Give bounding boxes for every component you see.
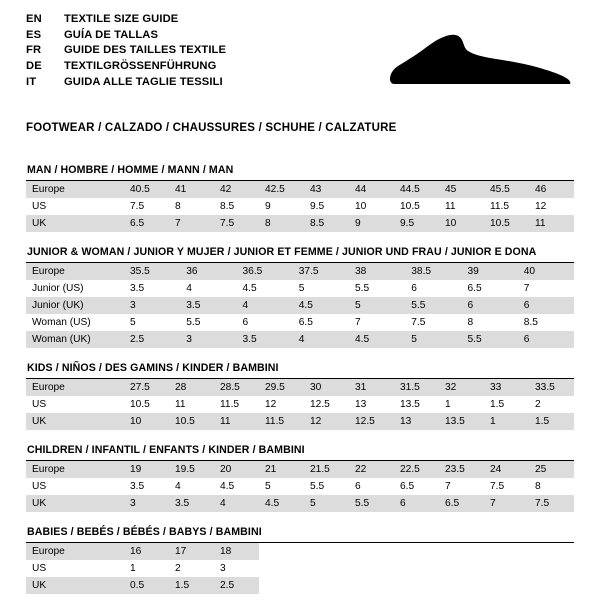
dress-shoe-icon [384, 26, 574, 98]
cell: 18 [214, 543, 259, 560]
cell-empty [259, 543, 304, 560]
language-code: EN [26, 13, 42, 25]
cell: 7.5 [214, 215, 259, 232]
table-row [26, 461, 574, 478]
cell: 7 [523, 283, 530, 294]
table-row [26, 198, 574, 215]
cell: 3 [124, 297, 180, 314]
language-row [26, 77, 226, 93]
cell: 3.5 [237, 331, 293, 348]
table-row [26, 297, 574, 314]
cell: 6 [355, 481, 361, 492]
table-row [26, 543, 574, 560]
cell: 38 [349, 263, 405, 280]
cell: 9 [349, 215, 394, 232]
cell: 3.5 [169, 495, 214, 512]
cell: 40 [518, 263, 574, 280]
cell: 33.5 [529, 379, 574, 396]
language-row [26, 30, 226, 46]
cell: 4.5 [349, 331, 405, 348]
cell: 12 [535, 201, 547, 212]
cell: 7.5 [490, 481, 505, 492]
cell: 32 [439, 379, 484, 396]
cell: 31 [349, 379, 394, 396]
cell: 11.5 [220, 399, 240, 410]
cell: 8.5 [304, 215, 349, 232]
cell: 5.5 [355, 283, 370, 294]
cell: 33 [484, 379, 529, 396]
cell: 19 [124, 461, 169, 478]
cell: 30 [304, 379, 349, 396]
cell: 21.5 [304, 461, 349, 478]
row-label: UK [26, 413, 124, 430]
cell: 28.5 [214, 379, 259, 396]
cell: 35.5 [124, 263, 180, 280]
cell-empty [439, 577, 484, 594]
section-kids [26, 362, 574, 430]
cell: 6 [411, 283, 417, 294]
language-code: IT [26, 75, 37, 88]
cell: 8.5 [220, 201, 235, 212]
cell-empty [484, 543, 529, 560]
cell: 2 [175, 563, 181, 574]
cell: 6 [518, 297, 574, 314]
cell: 10 [439, 215, 484, 232]
row-label: Junior (US) [32, 283, 84, 294]
cell: 12 [304, 413, 349, 430]
cell: 6 [242, 317, 249, 328]
language-row [26, 45, 226, 61]
cell: 10.5 [130, 399, 150, 410]
row-label: Europe [26, 181, 124, 198]
cell: 5.5 [349, 495, 394, 512]
cell: 4 [175, 481, 181, 492]
row-label: US [32, 201, 47, 212]
cell: 16 [124, 543, 169, 560]
table-row [26, 560, 574, 577]
cell: 4.5 [242, 283, 257, 294]
cell: 13.5 [400, 399, 420, 410]
table-row [26, 577, 574, 594]
cell-empty [529, 577, 574, 594]
cell: 11 [529, 215, 574, 232]
cell: 11.5 [259, 413, 304, 430]
cell: 5 [298, 283, 305, 294]
cell: 5.5 [310, 481, 325, 492]
table-row [26, 379, 574, 396]
cell: 5 [265, 481, 271, 492]
cell: 5 [349, 297, 405, 314]
cell: 40.5 [124, 181, 169, 198]
language-code: FR [26, 44, 42, 57]
cell: 13.5 [439, 413, 484, 430]
size-table-babies [26, 543, 574, 594]
cell-empty [349, 543, 394, 560]
language-title: GUÍA DE TALLAS [64, 28, 159, 41]
cell: 11 [445, 201, 456, 212]
table-row [26, 181, 574, 198]
row-label: Woman (US) [32, 317, 91, 328]
cell: 22 [349, 461, 394, 478]
cell: 21 [259, 461, 304, 478]
cell: 10.5 [400, 201, 420, 212]
row-label: Europe [26, 263, 124, 280]
cell: 4.5 [293, 297, 349, 314]
cell: 3 [180, 331, 236, 348]
cell: 13 [355, 399, 367, 410]
cell: 1 [484, 413, 529, 430]
cell: 29.5 [259, 379, 304, 396]
cell: 5.5 [405, 297, 461, 314]
cell: 4.5 [259, 495, 304, 512]
cell: 1.5 [529, 413, 574, 430]
cell-empty [349, 577, 394, 594]
cell: 3 [220, 563, 226, 574]
cell: 37.5 [293, 263, 349, 280]
row-label: UK [26, 495, 124, 512]
table-row [26, 314, 574, 331]
page-header [0, 0, 600, 110]
row-label: Europe [26, 543, 124, 560]
cell-empty [394, 560, 439, 577]
cell: 8 [535, 481, 541, 492]
cell: 10 [124, 413, 169, 430]
cell-empty [484, 577, 529, 594]
cell: 5.5 [462, 331, 518, 348]
size-table-man [26, 181, 574, 232]
cell: 3.5 [180, 297, 236, 314]
row-label: Europe [26, 461, 124, 478]
cell: 6.5 [298, 317, 313, 328]
cell: 43 [304, 181, 349, 198]
section-title: BABIES / BEBÉS / BÉBÉS / BABYS / BAMBINI [26, 526, 574, 543]
section-title: MAN / HOMBRE / HOMME / MANN / MAN [26, 164, 574, 181]
cell: 8 [259, 215, 304, 232]
cell: 17 [169, 543, 214, 560]
table-row [26, 495, 574, 512]
cell: 4 [186, 283, 192, 294]
page-subtitle: FOOTWEAR / CALZADO / CHAUSSURES / SCHUHE / CALZATURE [26, 122, 397, 134]
row-label: Europe [26, 379, 124, 396]
table-row [26, 413, 574, 430]
cell: 28 [169, 379, 214, 396]
cell: 4 [214, 495, 259, 512]
size-table-kids [26, 379, 574, 430]
cell: 5 [304, 495, 349, 512]
cell: 6.5 [124, 215, 169, 232]
cell: 3.5 [130, 283, 145, 294]
cell: 19.5 [169, 461, 214, 478]
language-row [26, 14, 226, 30]
cell: 7 [484, 495, 529, 512]
cell-empty [394, 543, 439, 560]
cell: 6.5 [467, 283, 482, 294]
cell: 6 [394, 495, 439, 512]
table-row [26, 478, 574, 495]
cell-empty [349, 560, 394, 577]
cell: 9.5 [394, 215, 439, 232]
section-children [26, 444, 574, 512]
cell: 7.5 [411, 317, 426, 328]
row-label: UK [26, 215, 124, 232]
cell: 13 [394, 413, 439, 430]
cell: 39 [462, 263, 518, 280]
cell: 4.5 [220, 481, 235, 492]
language-title: GUIDA ALLE TAGLIE TESSILI [64, 75, 223, 88]
cell: 5 [130, 317, 136, 328]
cell: 25 [529, 461, 574, 478]
language-code: DE [26, 60, 42, 73]
cell: 22.5 [394, 461, 439, 478]
cell-empty [484, 560, 529, 577]
cell: 7 [445, 481, 451, 492]
row-label: US [32, 399, 47, 410]
cell: 11 [214, 413, 259, 430]
cell: 9.5 [310, 201, 325, 212]
cell: 8 [467, 317, 474, 328]
cell: 24 [484, 461, 529, 478]
cell: 4 [293, 331, 349, 348]
cell-empty [529, 560, 574, 577]
table-row [26, 280, 574, 297]
cell-empty [304, 543, 349, 560]
cell-empty [304, 577, 349, 594]
cell: 5.5 [186, 317, 201, 328]
cell: 20 [214, 461, 259, 478]
table-row [26, 396, 574, 413]
cell: 4 [237, 297, 293, 314]
cell: 44.5 [394, 181, 439, 198]
cell: 9 [265, 201, 271, 212]
cell-empty [394, 577, 439, 594]
cell: 27.5 [124, 379, 169, 396]
cell: 6.5 [439, 495, 484, 512]
cell: 1.5 [490, 399, 505, 410]
cell: 8 [175, 201, 181, 212]
cell: 36.5 [237, 263, 293, 280]
cell: 11 [175, 399, 186, 410]
cell: 10.5 [169, 413, 214, 430]
cell: 3.5 [130, 481, 145, 492]
cell: 6.5 [400, 481, 415, 492]
cell: 6 [518, 331, 574, 348]
cell-empty [439, 560, 484, 577]
cell: 23.5 [439, 461, 484, 478]
cell: 42 [214, 181, 259, 198]
cell: 36 [180, 263, 236, 280]
row-label: US [32, 481, 47, 492]
size-table-junior-woman [26, 263, 574, 348]
cell: 12 [265, 399, 277, 410]
cell: 6 [462, 297, 518, 314]
cell: 46 [529, 181, 574, 198]
cell: 12.5 [349, 413, 394, 430]
row-label: US [32, 563, 47, 574]
section-junior-woman [26, 246, 574, 348]
language-title-list [26, 14, 226, 93]
cell: 2.5 [124, 331, 180, 348]
cell: 2.5 [214, 577, 259, 594]
cell: 5 [405, 331, 461, 348]
table-row [26, 263, 574, 280]
section-man [26, 164, 574, 232]
cell: 11.5 [490, 201, 510, 212]
cell: 31.5 [394, 379, 439, 396]
cell: 7.5 [130, 201, 145, 212]
cell: 1.5 [169, 577, 214, 594]
row-label: UK [26, 577, 124, 594]
cell: 2 [535, 399, 541, 410]
language-row [26, 61, 226, 77]
table-row [26, 215, 574, 232]
cell: 38.5 [405, 263, 461, 280]
size-sections [0, 134, 600, 594]
language-title: TEXTILE SIZE GUIDE [64, 13, 179, 25]
cell: 45.5 [484, 181, 529, 198]
cell-empty [529, 543, 574, 560]
cell: 12.5 [310, 399, 330, 410]
cell: 41 [169, 181, 214, 198]
cell: 3 [124, 495, 169, 512]
cell-empty [439, 543, 484, 560]
cell: 7 [355, 317, 361, 328]
cell: 1 [130, 563, 136, 574]
cell: 8.5 [523, 317, 538, 328]
section-title: CHILDREN / INFANTIL / ENFANTS / KINDER / BAMBINI [26, 444, 574, 461]
cell: 0.5 [124, 577, 169, 594]
cell: 45 [439, 181, 484, 198]
row-label: Junior (UK) [26, 297, 124, 314]
section-babies [26, 526, 574, 594]
cell-empty [259, 577, 304, 594]
cell-empty [259, 560, 304, 577]
cell: 44 [349, 181, 394, 198]
table-row [26, 331, 574, 348]
language-code: ES [26, 28, 42, 41]
section-title: KIDS / NIÑOS / DES GAMINS / KINDER / BAMBINI [26, 362, 574, 379]
row-label: Woman (UK) [26, 331, 124, 348]
cell: 1 [445, 399, 451, 410]
cell: 42.5 [259, 181, 304, 198]
cell: 7.5 [529, 495, 574, 512]
section-title: JUNIOR & WOMAN / JUNIOR Y MUJER / JUNIOR ET FEMME / JUNIOR UND FRAU / JUNIOR E DONA [26, 246, 574, 263]
language-title: TEXTILGRÖSSENFÜHRUNG [64, 60, 217, 73]
size-table-children [26, 461, 574, 512]
cell: 10.5 [484, 215, 529, 232]
language-title: GUIDE DES TAILLES TEXTILE [64, 44, 227, 57]
cell: 7 [169, 215, 214, 232]
cell-empty [304, 560, 349, 577]
cell: 10 [355, 201, 367, 212]
